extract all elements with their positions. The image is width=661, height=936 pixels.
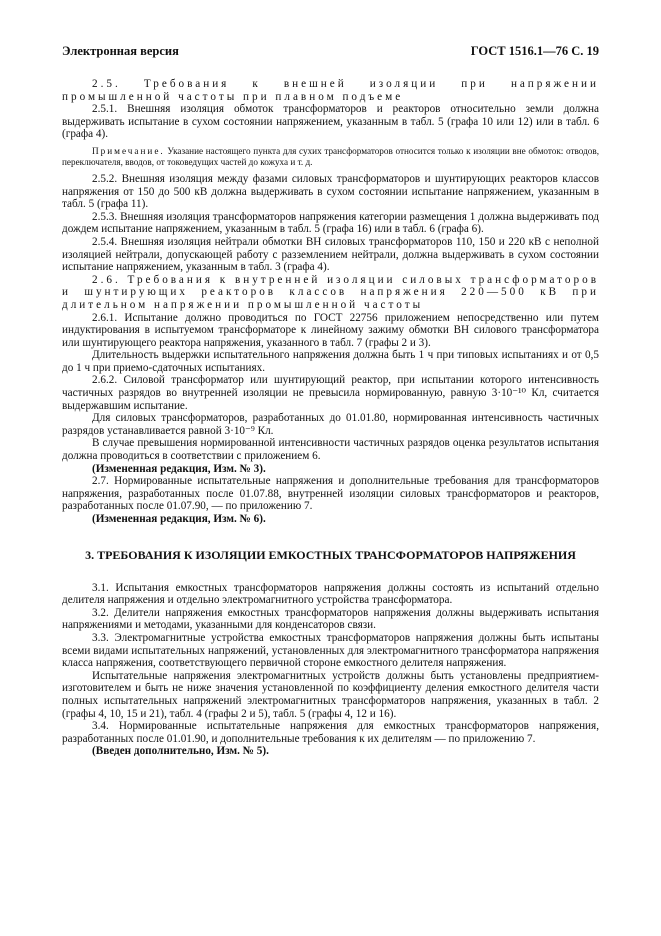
note (62, 146, 599, 168)
paragraph-2-5-2: 2.5.2. Внешняя изоляция между фазами силовых трансформаторов и шунтирующих реакторов классов напряжения от 150 до 500 кВ должна выдерживать в сухом состоянии испытание напряжением, указанным в табл. 5 (графа 11). (62, 172, 599, 211)
paragraph-exceed: В случае превышения нормированной интенсивности частичных разрядов оценка результатов испытания должна проводиться в соответствии с приложением 6. (62, 437, 599, 463)
paragraph-3-1: 3.1. Испытания емкостных трансформаторов напряжения должны состоять из испытаний отдельно делителя напряжения и отдельно электромагнитного устройства трансформатора. (62, 581, 599, 607)
header-standard-page: ГОСТ 1516.1—76 С. 19 (470, 44, 599, 58)
note-label: Примечание. (92, 145, 165, 156)
paragraph-test-voltages: Испытательные напряжения электромагнитных устройств должны быть установлены предприятием-изготовителем и быть не ниже значения установленной по коэффициенту деления емкостного делителя части полных испытательных напряжений электромагнитных трансформаторов напряжения, указанных в табл. 2 (графы 4, 10, 15 и 21), табл. 4 (графы 2 и 5), табл. 5 (графы 4, 12 и 16). (62, 669, 599, 720)
subsection-heading-2-6: 2.6. Требования к внутренней изоляции силовых трансформаторов и шунтирующих реакторов классов напряжения 220—500 кВ при длительном напряжении промышленной частоты (62, 273, 599, 311)
page-header (62, 44, 599, 59)
paragraph-2-6-1: 2.6.1. Испытание должно проводиться по ГОСТ 22756 приложением непосредственно или путем индуктирования в испытуемом трансформаторе к линейному зажиму обмотки ВН силового трансформатора или шунтирующего реактора напряжения, указанного в табл. 7 (графы 2 и 3). (62, 311, 599, 349)
paragraph-2-5-3: 2.5.3. Внешняя изоляция трансформаторов напряжения категории размещения 1 должна выдерживать под дождем испытание напряжением, указанным в табл. 5 (графа 16) или в табл. 6 (графа 6). (62, 210, 599, 236)
paragraph-2-5-1: 2.5.1. Внешняя изоляция обмоток трансформаторов и реакторов относительно земли должна выдерживать испытание в сухом состоянии напряжением, указанным в табл. 5 (графа 10 или 12) или в табл. 6 (графа 4). (62, 103, 599, 141)
paragraph-duration: Длительность выдержки испытательного напряжения должна быть 1 ч при типовых испытаниях и от 0,5 до 1 ч при приемо-сдаточных испытаниях. (62, 349, 599, 374)
paragraph-2-5-4: 2.5.4. Внешняя изоляция нейтрали обмотки ВН силовых трансформаторов 110, 150 и 220 кВ с неполной изоляцией нейтрали, допускающей работу с разземлением нейтрали, должна выдерживать в сухом состоянии испытание напряжением, указанным в табл. 3 (графа 4). (62, 235, 599, 274)
paragraph-before-1980: Для силовых трансформаторов, разработанных до 01.01.80, нормированная интенсивность частичных разрядов устанавливается равной 3·10⁻⁹ Кл. (62, 412, 599, 437)
section-3-title: 3. ТРЕБОВАНИЯ К ИЗОЛЯЦИИ ЕМКОСТНЫХ ТРАНСФОРМАТОРОВ НАПРЯЖЕНИЯ (85, 547, 576, 562)
amendment-note-6: (Измененная редакция, Изм. № 6). (92, 513, 266, 525)
paragraph-2-6-2: 2.6.2. Силовой трансформатор или шунтирующий реактор, при испытании которого интенсивность частичных разрядов во внутренней изоляции не превысила нормированную, равную 3·10⁻¹⁰ Кл, считается выдержавшим испытание. (62, 374, 599, 412)
paragraph-2-7: 2.7. Нормированные испытательные напряжения и дополнительные требования для трансформаторов напряжения, разработанных после 01.07.88, внутренней изоляции силовых трансформаторов и реакторов, разработанных после 01.07.90, — по приложению 7. (62, 475, 599, 513)
amendment-note-3: (Измененная редакция, Изм. № 3). (92, 462, 266, 475)
note-text: Указание настоящего пункта для сухих трансформаторов относится только к изоляции вне обмоток: отводов, переключателя, вводов, от токоведущих частей до кожуха и т. д. (62, 145, 599, 167)
subsection-heading-2-5: 2.5. Требования к внешней изоляции при напряжении промышленной частоты при плавном подъеме (62, 78, 599, 103)
header-edition-label: Электронная версия (62, 44, 179, 58)
paragraph-3-2: 3.2. Делители напряжения емкостных трансформаторов напряжения должны выдерживать испытания напряжениями и методами, указанными для конденсаторов связи. (62, 606, 599, 632)
amendment-note-5: (Введен дополнительно, Изм. № 5). (92, 745, 269, 758)
paragraph-3-4: 3.4. Нормированные испытательные напряжения для емкостных трансформаторов напряжения, разработанных после 01.01.90, и дополнительные требования к их делителям — по приложению 7. (62, 720, 599, 745)
paragraph-3-3: 3.3. Электромагнитные устройства емкостных трансформаторов напряжения должны быть испытаны всеми видами испытательных напряжений, установленных для электромагнитного трансформатора напряжения класса напряжения, соответствующего первичной стороне емкостного делителя напряжения. (62, 631, 599, 670)
document-body (62, 78, 599, 758)
